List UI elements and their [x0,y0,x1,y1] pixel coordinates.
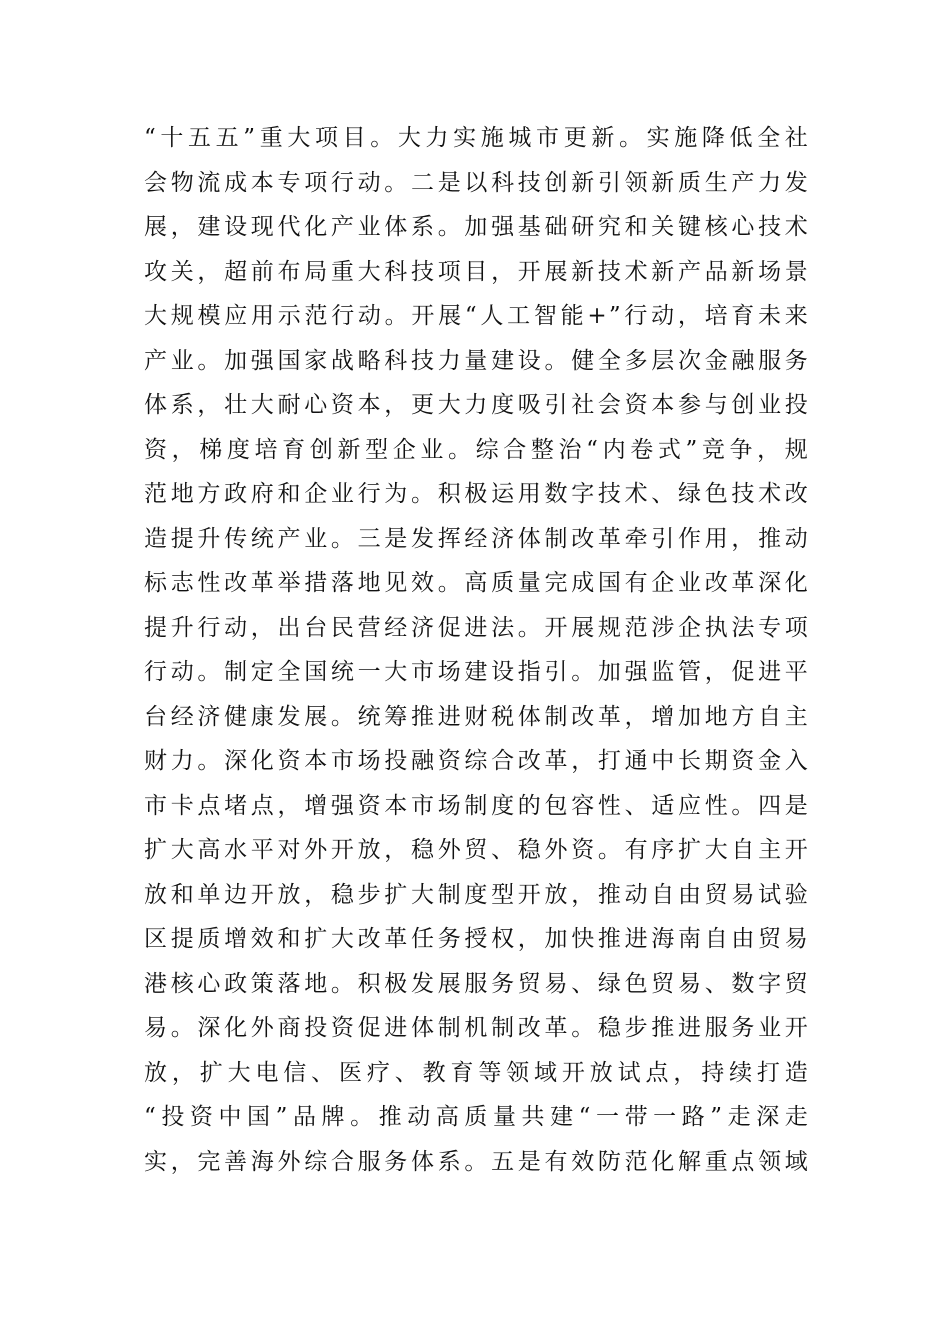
text-line: 财力。深化资本市场投融资综合改革，打通中长期资金入 [144,748,810,774]
text-line: 造提升传统产业。三是发挥经济体制改革牵引作用，推动 [144,525,810,552]
text-line: 区提质增效和扩大改革任务授权，加快推进海南自由贸易 [144,926,810,952]
text-line: 大规模应用示范行动。开展“人工智能+”行动，培育未来 [144,303,810,329]
text-line: 放和单边开放，稳步扩大制度型开放，推动自由贸易试验 [144,881,810,908]
text-line: 标志性改革举措落地见效。高质量完成国有企业改革深化 [144,570,810,596]
body-paragraph [144,116,810,1184]
text-line: 易。深化外商投资促进体制机制改革。稳步推进服务业开 [144,1015,810,1041]
text-line: 实，完善海外综合服务体系。五是有效防范化解重点领域 [144,1148,810,1175]
text-line: 范地方政府和企业行为。积极运用数字技术、绿色技术改 [144,481,810,507]
text-line: 放，扩大电信、医疗、教育等领域开放试点，持续打造 [144,1059,810,1086]
text-line: 扩大高水平对外开放，稳外贸、稳外资。有序扩大自主开 [144,837,810,863]
text-line: 体系，壮大耐心资本，更大力度吸引社会资本参与创业投 [144,392,810,418]
text-line: 提升行动，出台民营经济促进法。开展规范涉企执法专项 [144,614,810,641]
text-line: 行动。制定全国统一大市场建设指引。加强监管，促进平 [144,659,810,685]
text-line: 台经济健康发展。统筹推进财税体制改革，增加地方自主 [144,703,810,730]
text-line: 产业。加强国家战略科技力量建设。健全多层次金融服务 [144,347,810,374]
text-line: 会物流成本专项行动。二是以科技创新引领新质生产力发 [144,169,810,196]
text-line: 资，梯度培育创新型企业。综合整治“内卷式”竞争，规 [144,436,810,463]
text-line: “投资中国”品牌。推动高质量共建“一带一路”走深走 [144,1104,810,1130]
text-line: 港核心政策落地。积极发展服务贸易、绿色贸易、数字贸 [144,970,810,997]
text-line: 攻关，超前布局重大科技项目，开展新技术新产品新场景 [144,258,810,285]
text-line: 市卡点堵点，增强资本市场制度的包容性、适应性。四是 [144,792,810,819]
text-line: 展，建设现代化产业体系。加强基础研究和关键核心技术 [144,214,810,240]
text-line: “十五五”重大项目。大力实施城市更新。实施降低全社 [144,125,810,151]
